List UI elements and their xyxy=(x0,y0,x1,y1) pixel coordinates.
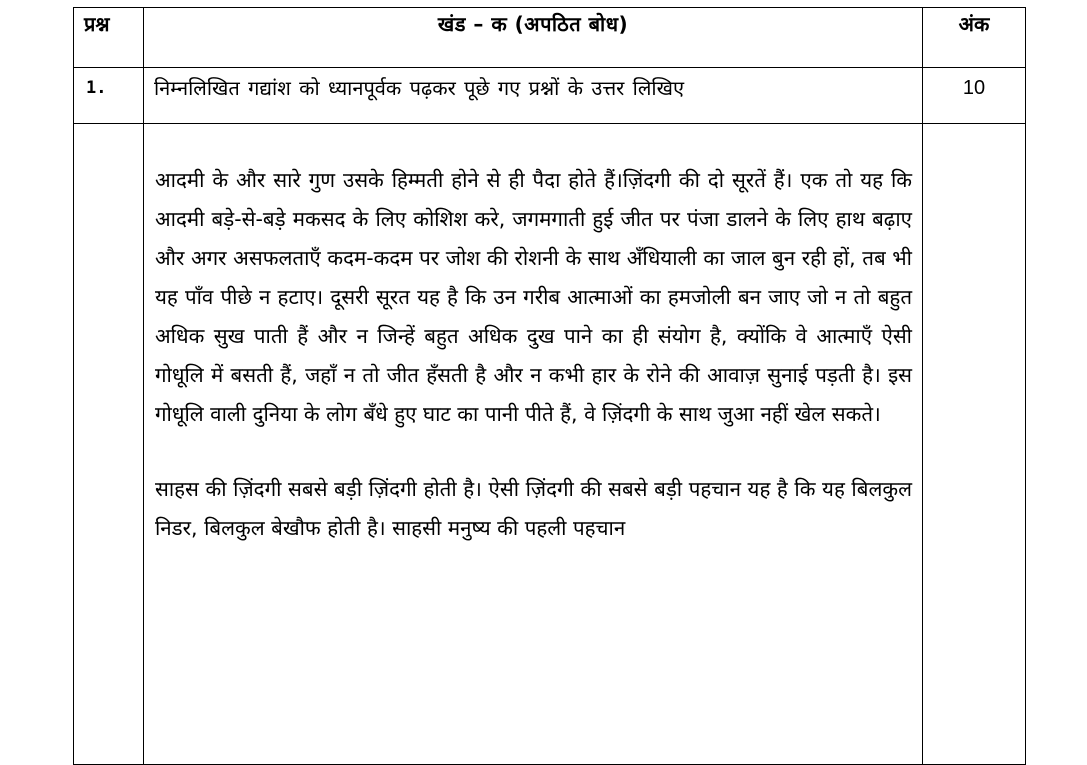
passage xyxy=(144,124,922,548)
table-header-row xyxy=(74,8,1026,68)
question-marks: 10 xyxy=(962,77,986,99)
header-section-cell xyxy=(144,8,923,68)
header-marks-label: अंक xyxy=(958,12,990,36)
question-marks-cell xyxy=(923,68,1026,124)
passage-row xyxy=(74,124,1026,765)
header-question-label: प्रश्न xyxy=(84,12,110,36)
passage-marks-cell xyxy=(923,124,1026,765)
header-marks-cell xyxy=(923,8,1026,68)
passage-paragraph-2: साहस की ज़िंदगी सबसे बड़ी ज़िंदगी होती है। ऐसी ज़िंदगी की सबसे बड़ी पहचान यह है कि यह बिलकुल निडर, बिलकुल बेखौफ होती है। साहसी मनुष्य की पहली पहचान xyxy=(155,477,912,540)
passage-number-cell xyxy=(74,124,144,765)
question-instruction-cell xyxy=(144,68,923,124)
question-instruction: निम्नलिखित गद्यांश को ध्यानपूर्वक पढ़कर पूछे गए प्रश्नों के उत्तर लिखिए xyxy=(154,76,685,100)
question-row xyxy=(74,68,1026,124)
question-table xyxy=(73,7,1026,765)
question-number-cell xyxy=(74,68,144,124)
passage-cell xyxy=(144,124,923,765)
header-question-cell xyxy=(74,8,144,68)
passage-paragraph-1: आदमी के और सारे गुण उसके हिम्मती होने से ही पैदा होते हैं।ज़िंदगी की दो सूरतें हैं। एक तो यह कि आदमी बड़े-से-बड़े मकसद के लिए कोशिश करे, जगमगाती हुई जीत पर पंजा डालने के लिए हाथ बढ़ाए और अगर असफलताएँ कदम-कदम पर जोश की रोशनी के साथ अँधियाली का जाल बुन रही हों, तब भी यह पाँव पीछे न हटाए। दूसरी सूरत यह है कि उन गरीब आत्माओं का हमजोली बन जाए जो न तो बहुत अधिक सुख पाती हैं और न जिन्हें बहुत अधिक दुख पाने का ही संयोग है, क्योंकि वे आत्माएँ ऐसी गोधूलि में बसती हैं, जहाँ न तो जीत हँसती है और न कभी हार के रोने की आवाज़ सुनाई पड़ती है। इस गोधूलि वाली दुनिया के लोग बँधे हुए घाट का पानी पीते हैं, वे ज़िंदगी के साथ जुआ नहीं खेल सकते। xyxy=(155,168,912,426)
question-number: 1. xyxy=(86,78,107,98)
section-title: खंड – क (अपठित बोध) xyxy=(437,12,629,36)
